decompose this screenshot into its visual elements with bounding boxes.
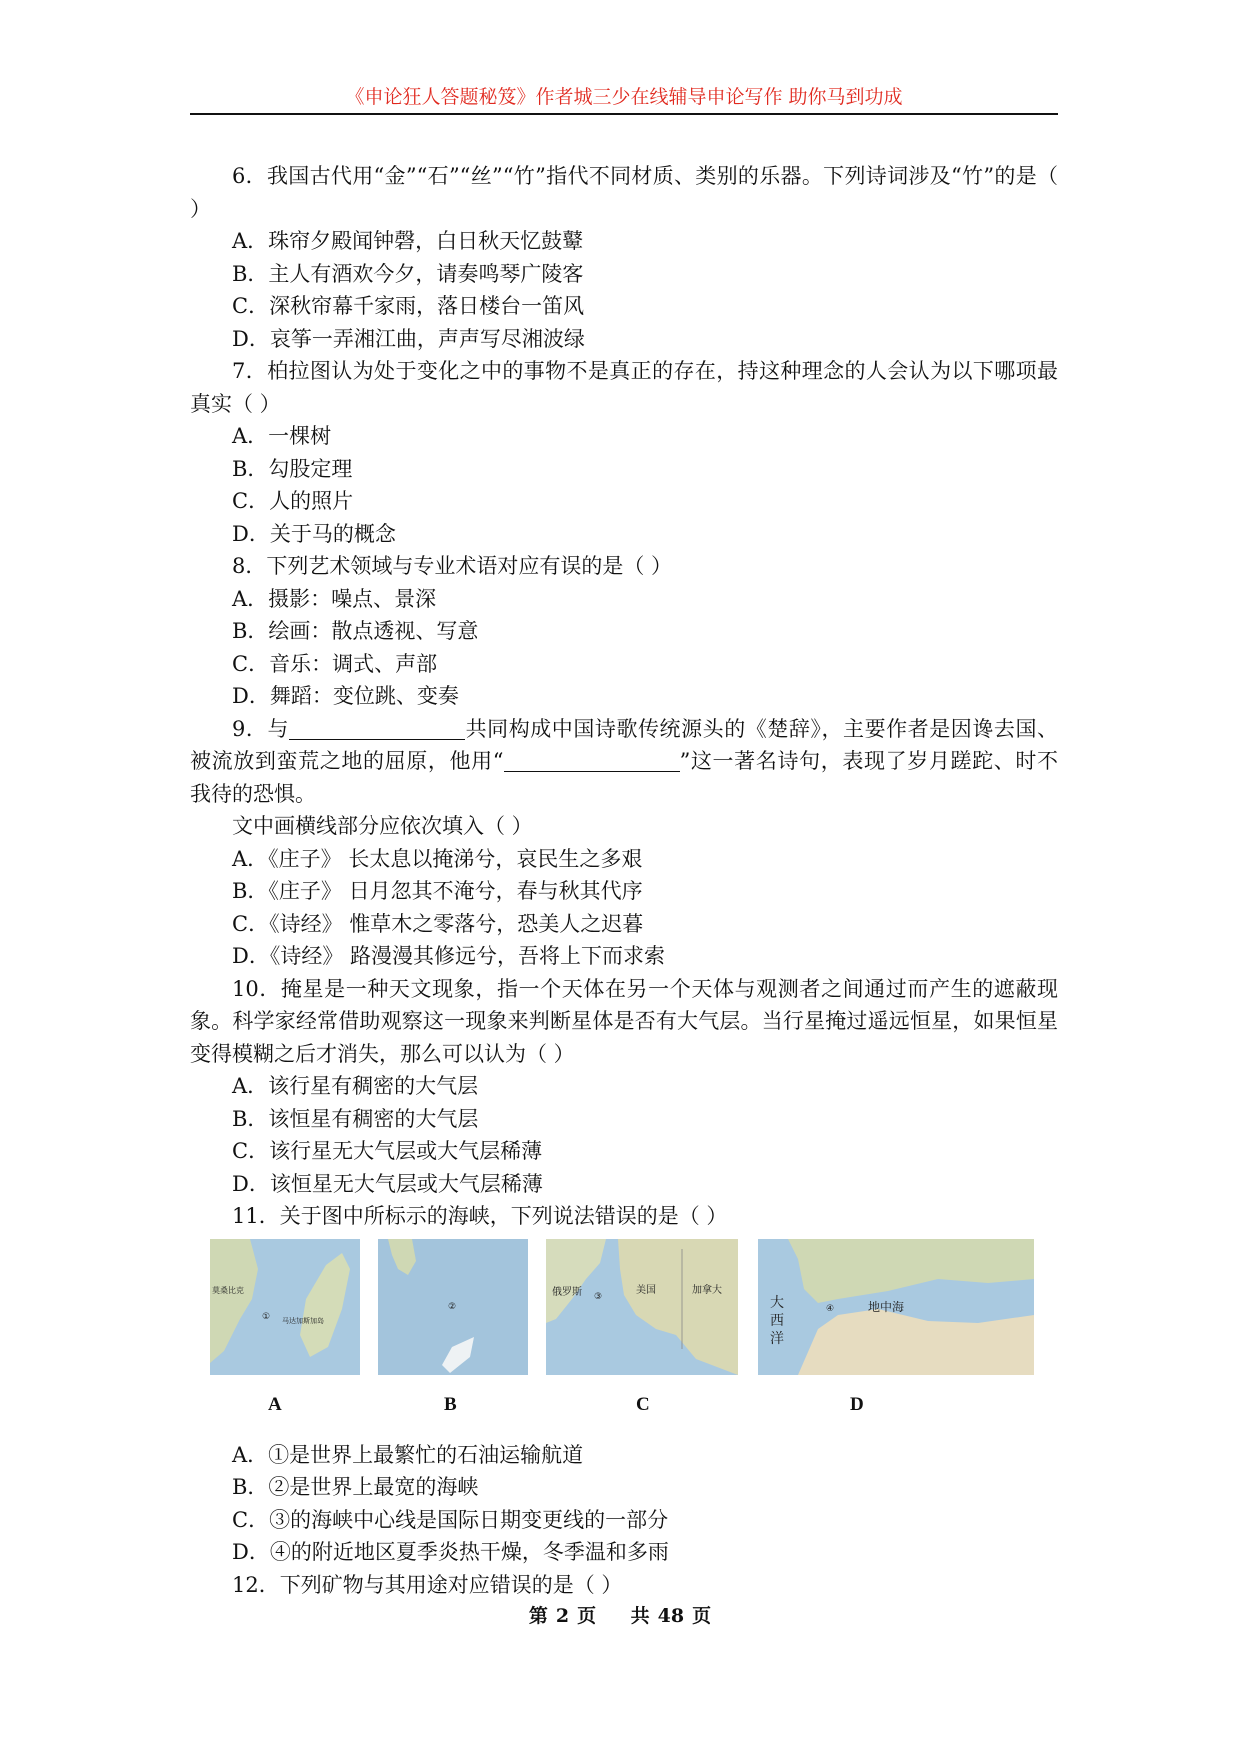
map-b-text-marker: ②: [448, 1301, 457, 1312]
question-10-stem: 10．掩星是一种天文现象，指一个天体在另一个天体与观测者之间通过而产生的遮蔽现象。科学家经常借助观察这一现象来判断星体是否有大气层。当行星掩过遥远恒星，如果恒星变得模糊之后才消失，那么可以认为（ ）: [190, 976, 1058, 1066]
page-footer: [0, 1601, 1240, 1628]
map-a-text-mozambique: 莫桑比克: [212, 1285, 244, 1295]
question-7-option-d: D．关于马的概念: [232, 521, 396, 546]
footer-total-pages: 48: [657, 1605, 685, 1627]
map-d-label: D: [850, 1393, 864, 1415]
map-d-text-mediterranean: 地中海: [868, 1299, 905, 1314]
question-12-stem: 12．下列矿物与其用途对应错误的是（ ）: [232, 1572, 623, 1597]
map-a-text-madagascar: 马达加斯加岛: [282, 1316, 324, 1325]
map-d-strait-of-gibraltar: [758, 1239, 1034, 1375]
question-6-option-a: A．珠帘夕殿闻钟磬，白日秋天忆鼓鼙: [232, 229, 584, 253]
question-8-option-c: C．音乐：调式、声部: [232, 651, 438, 676]
question-6-option-d: D．哀筝一弄湘江曲，声声写尽湘波绿: [232, 326, 585, 351]
question-8-stem: 8．下列艺术领域与专业术语对应有误的是（ ）: [232, 554, 673, 578]
map-c-text-russia: 俄罗斯: [552, 1286, 582, 1298]
question-11-option-d: D．④的附近地区夏季炎热干燥，冬季温和多雨: [232, 1540, 669, 1564]
map-c-bering-strait: [546, 1239, 738, 1375]
question-10-option-a: A．该行星有稠密的大气层: [232, 1074, 479, 1098]
map-b-label: B: [444, 1393, 457, 1415]
fill-blank-1: [289, 717, 465, 740]
map-a-label: A: [268, 1393, 282, 1415]
question-7-stem: 7．柏拉图认为处于变化之中的事物不是真正的存在，持这种理念的人会认为以下哪项最真实（ ）: [190, 359, 1058, 416]
question-11-option-b: B．②是世界上最宽的海峡: [232, 1475, 479, 1499]
question-9-instruction: 文中画横线部分应依次填入（ ）: [232, 814, 533, 838]
question-9-option-b: B．《庄子》 日月忽其不淹兮，春与秋其代序: [232, 879, 643, 903]
question-11-option-c: C．③的海峡中心线是国际日期变更线的一部分: [232, 1507, 669, 1532]
map-c-text-canada: 加拿大: [692, 1284, 722, 1296]
map-a-mozambique-channel: [210, 1239, 360, 1375]
map-a-text-marker: ①: [262, 1311, 271, 1322]
question-content: [190, 160, 1058, 1601]
map-d-text-marker: ④: [826, 1303, 835, 1314]
question-8-option-d: D．舞蹈：变位跳、变奏: [232, 684, 459, 708]
fill-blank-2: [504, 749, 680, 772]
question-8-option-a: A．摄影：噪点、景深: [232, 586, 437, 611]
question-6-option-c: C．深秋帘幕千家雨，落日楼台一笛风: [232, 294, 585, 318]
question-9-option-d: D．《诗经》 路漫漫其修远兮，吾将上下而求索: [232, 944, 666, 968]
question-9-option-a: A．《庄子》 长太息以掩涕兮，哀民生之多艰: [232, 846, 643, 871]
strait-maps: [190, 1235, 1058, 1385]
header-rule: [190, 113, 1058, 115]
footer-total-suffix: 页: [692, 1605, 712, 1627]
question-10-option-c: C．该行星无大气层或大气层稀薄: [232, 1139, 543, 1163]
map-labels: [190, 1385, 1058, 1439]
question-6-stem: 6．我国古代用“金”“石”“丝”“竹”指代不同材质、类别的乐器。下列诗词涉及“竹”的是（ ）: [190, 164, 1058, 221]
question-7-option-a: A．一棵树: [232, 424, 332, 448]
question-10-option-d: D．该恒星无大气层或大气层稀薄: [232, 1171, 543, 1196]
page-header: 《申论狂人答题秘笈》作者城三少在线辅导申论写作 助你马到功成: [345, 86, 903, 108]
question-9-stem: 9．与 共同构成中国诗歌传统源头的《楚辞》，主要作者是因谗去国、被流放到蛮荒之地的屈原，他用“ ”这一著名诗句，表现了岁月蹉跎、时不我待的恐惧。: [190, 716, 1058, 806]
map-b-drake-passage: [378, 1239, 528, 1375]
footer-page-number: 2: [555, 1605, 570, 1627]
footer-page-prefix: 第: [528, 1605, 548, 1627]
map-c-text-usa: 美国: [636, 1284, 656, 1296]
map-c-text-marker: ③: [594, 1291, 603, 1302]
question-8-option-b: B．绘画：散点透视、写意: [232, 619, 479, 643]
map-d-text-atlantic-1: 大: [770, 1294, 784, 1311]
question-7-option-c: C．人的照片: [232, 489, 354, 513]
map-c-label: C: [636, 1393, 650, 1415]
question-7-option-b: B．勾股定理: [232, 456, 353, 481]
footer-page-mid: 页: [577, 1605, 597, 1627]
footer-total-prefix: 共: [630, 1605, 650, 1627]
map-d-text-atlantic-2: 西: [770, 1312, 784, 1329]
question-9-option-c: C．《诗经》 惟草木之零落兮，恐美人之迟暮: [232, 911, 644, 936]
question-11-option-a: A．①是世界上最繁忙的石油运输航道: [232, 1442, 584, 1467]
question-6-option-b: B．主人有酒欢今夕，请奏鸣琴广陵客: [232, 261, 584, 286]
question-10-option-b: B．该恒星有稠密的大气层: [232, 1106, 479, 1131]
question-11-stem: 11．关于图中所标示的海峡，下列说法错误的是（ ）: [232, 1204, 728, 1228]
map-d-text-atlantic-3: 洋: [770, 1330, 784, 1347]
